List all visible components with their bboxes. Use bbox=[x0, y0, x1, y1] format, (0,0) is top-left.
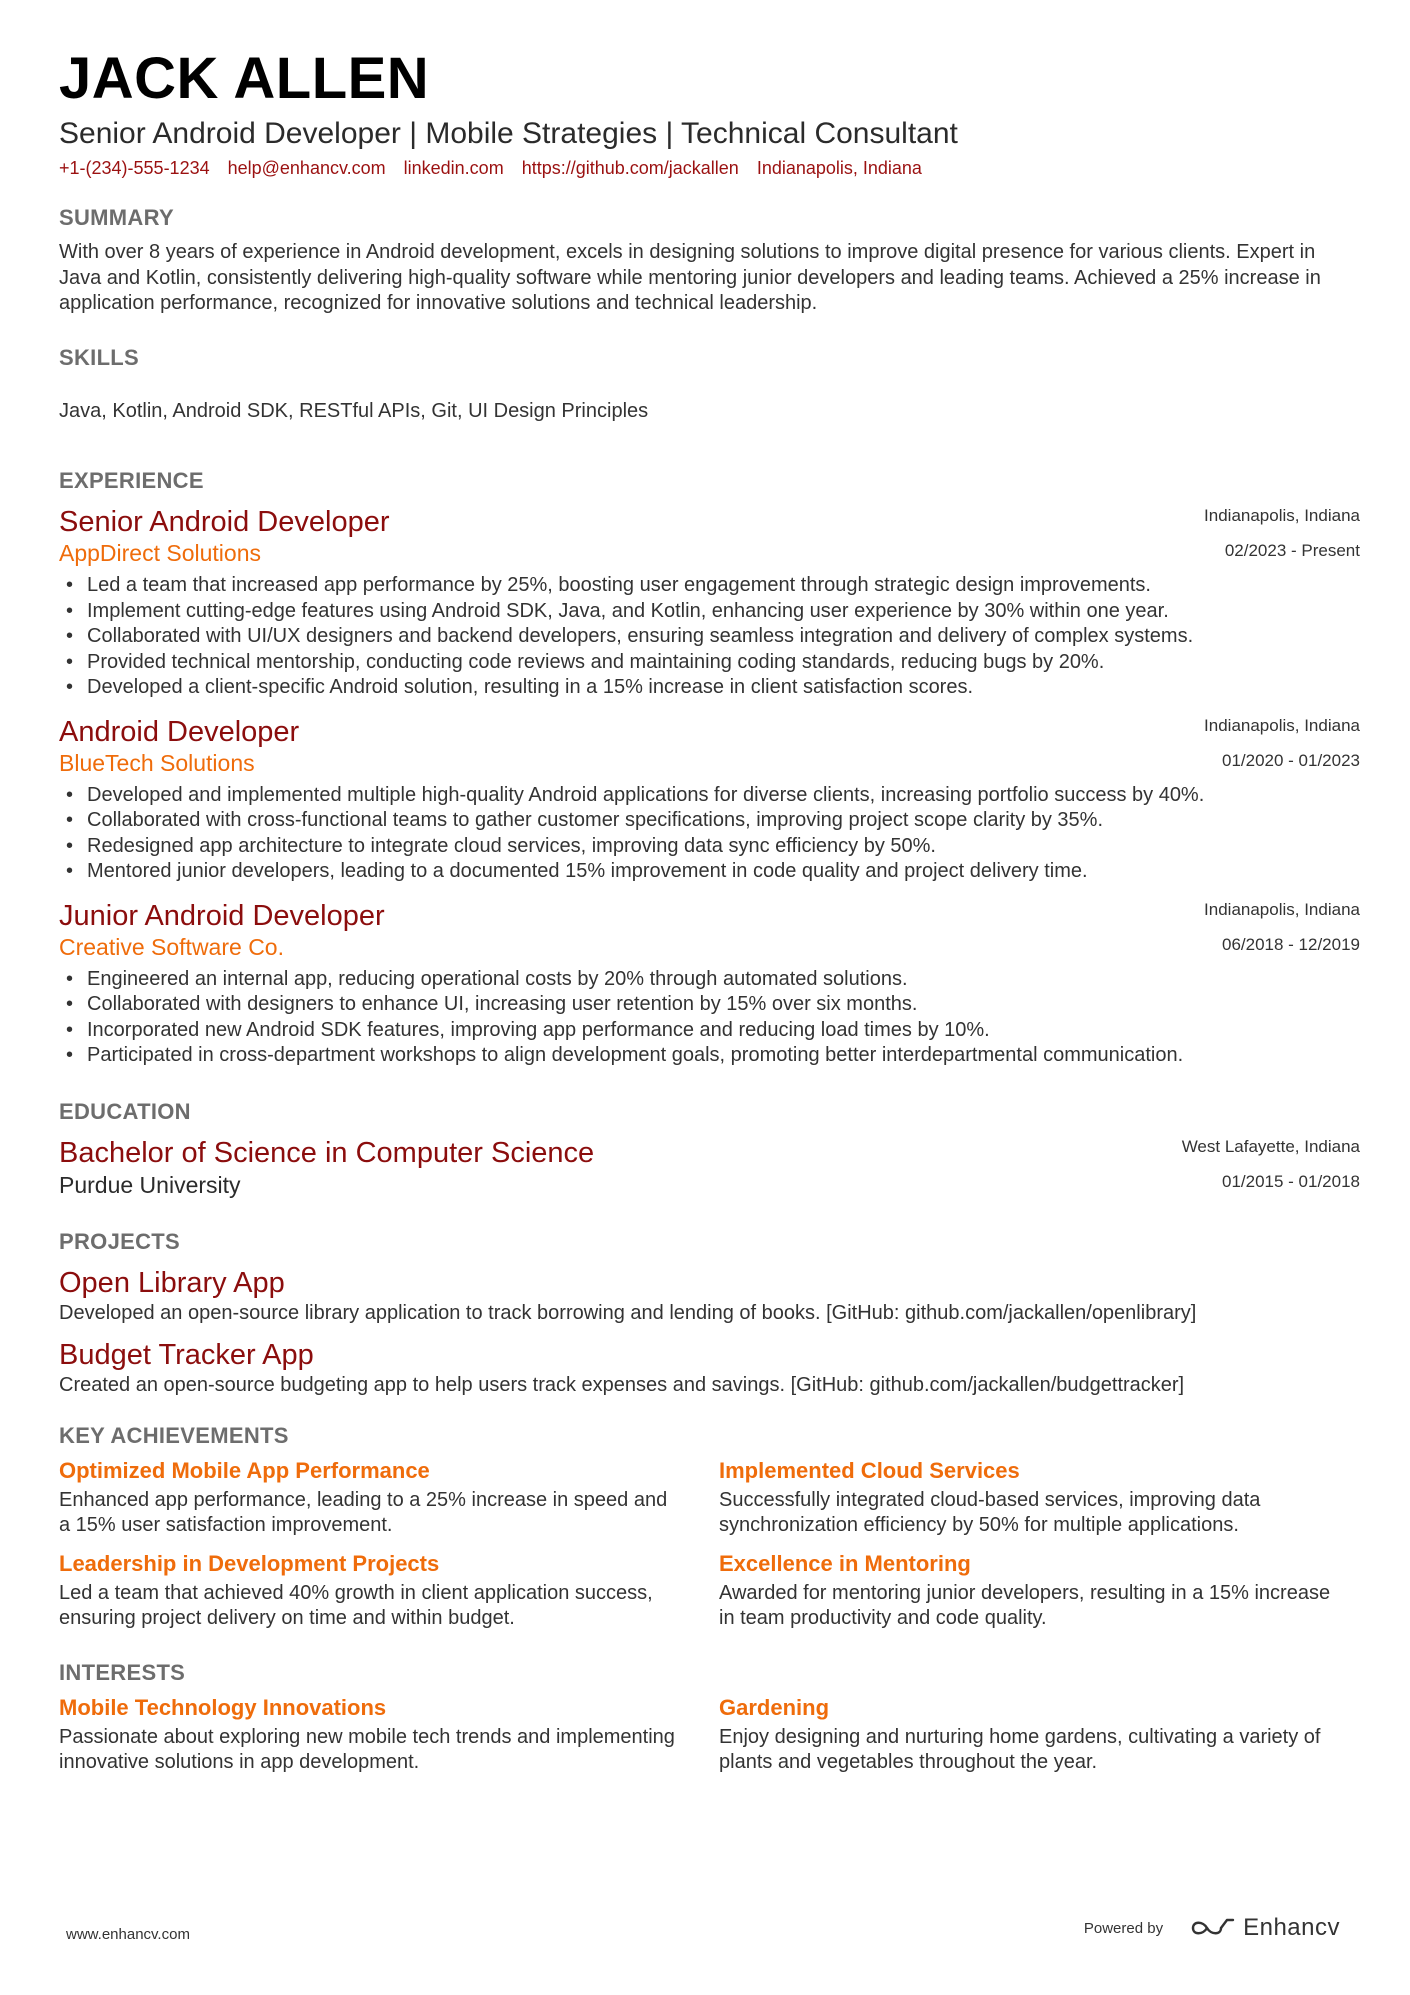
bullet-item: • Collaborated with cross-functional teams to gather customer specifications, improving project scope clarity by 35%. bbox=[59, 808, 1360, 834]
experience-section bbox=[59, 467, 1360, 1069]
headline: Senior Android Developer | Mobile Strategies | Technical Consultant bbox=[59, 117, 958, 150]
email-link[interactable]: help@enhancv.com bbox=[227, 158, 386, 178]
education-meta bbox=[1182, 1136, 1360, 1192]
job-dates: 06/2018 - 12/2019 bbox=[1221, 934, 1360, 954]
section-title: EDUCATION bbox=[59, 1098, 191, 1124]
interests-grid bbox=[59, 1693, 1360, 1786]
bullet-item: • Developed and implemented multiple high-quality Android applications for diverse clients, increasing portfolio success by 40%. bbox=[59, 783, 1360, 809]
bullet-item: • Developed a client-specific Android solution, resulting in a 15% increase in client satisfaction scores. bbox=[59, 675, 1360, 701]
powered-by-text: Powered by bbox=[1083, 1919, 1164, 1937]
interest-title: Gardening bbox=[719, 1694, 830, 1720]
job-entry bbox=[59, 505, 1360, 701]
job-title: Junior Android Developer bbox=[59, 899, 385, 932]
job-entry bbox=[59, 899, 1360, 1069]
job-company: Creative Software Co. bbox=[59, 933, 284, 960]
section-title: KEY ACHIEVEMENTS bbox=[59, 1422, 289, 1448]
job-bullets bbox=[59, 573, 1360, 701]
section-title: INTERESTS bbox=[59, 1659, 186, 1685]
achievement-title: Leadership in Development Projects bbox=[59, 1550, 440, 1576]
bullet-item: • Participated in cross-department workshops to align development goals, promoting better interdepartmental communication. bbox=[59, 1043, 1360, 1069]
achievement-title: Optimized Mobile App Performance bbox=[59, 1457, 430, 1483]
skills-text: Java, Kotlin, Android SDK, RESTful APIs, Git, UI Design Principles bbox=[59, 399, 649, 422]
education-location: West Lafayette, Indiana bbox=[1181, 1136, 1360, 1156]
bullet-item: • Mentored junior developers, leading to a documented 15% improvement in code quality and project delivery time. bbox=[59, 859, 1360, 885]
achievements-section bbox=[59, 1422, 1360, 1642]
brand-link[interactable] bbox=[1189, 1914, 1340, 1942]
project-title: Open Library App bbox=[59, 1266, 285, 1299]
bullet-item: • Collaborated with designers to enhance UI, increasing user retention by 15% over six months. bbox=[59, 992, 1360, 1018]
achievement-card bbox=[719, 1549, 1339, 1632]
degree-title: Bachelor of Science in Computer Science bbox=[59, 1136, 595, 1169]
location-text: Indianapolis, Indiana bbox=[756, 158, 922, 178]
project-entry bbox=[59, 1338, 1360, 1398]
achievement-title: Excellence in Mentoring bbox=[719, 1550, 971, 1576]
education-entry bbox=[59, 1136, 1360, 1200]
education-section bbox=[59, 1098, 1360, 1200]
job-entry bbox=[59, 715, 1360, 885]
job-location: Indianapolis, Indiana bbox=[1204, 899, 1360, 919]
job-bullets bbox=[59, 967, 1360, 1069]
brand-name: Enhancv bbox=[1243, 1914, 1340, 1941]
header bbox=[59, 46, 1360, 180]
bullet-item: • Provided technical mentorship, conducting code reviews and maintaining coding standards, reducing bugs by 20%. bbox=[59, 650, 1360, 676]
project-description: Created an open-source budgeting app to help users track expenses and savings. [GitHub: github.com/jackallen/budgettracker] bbox=[59, 1373, 1185, 1396]
bullet-item: • Implement cutting-edge features using Android SDK, Java, and Kotlin, enhancing user experience by 30% within one year. bbox=[59, 599, 1360, 625]
bullet-item: • Incorporated new Android SDK features, improving app performance and reducing load times by 10%. bbox=[59, 1018, 1360, 1044]
job-company: BlueTech Solutions bbox=[59, 749, 255, 776]
job-location: Indianapolis, Indiana bbox=[1204, 715, 1360, 735]
project-description: Developed an open-source library application to track borrowing and lending of books. [GitHub: github.com/jackallen/openlibrary] bbox=[59, 1301, 1197, 1324]
bullet-item: • Engineered an internal app, reducing operational costs by 20% through automated solutions. bbox=[59, 967, 1360, 993]
achievement-description: Enhanced app performance, leading to a 25% increase in speed and a 15% user satisfaction improvement. bbox=[59, 1488, 668, 1536]
github-link[interactable]: https://github.com/jackallen bbox=[521, 158, 739, 178]
contact-list bbox=[59, 156, 1360, 180]
section-title: SKILLS bbox=[59, 344, 140, 370]
job-meta bbox=[1204, 899, 1360, 955]
interest-card bbox=[59, 1693, 679, 1776]
education-dates: 01/2015 - 01/2018 bbox=[1221, 1171, 1360, 1191]
job-title: Android Developer bbox=[59, 715, 300, 748]
bullet-item: • Led a team that increased app performance by 25%, boosting user engagement through strategic design improvements. bbox=[59, 573, 1360, 599]
achievements-grid bbox=[59, 1456, 1360, 1642]
interest-title: Mobile Technology Innovations bbox=[59, 1694, 387, 1720]
job-dates: 02/2023 - Present bbox=[1224, 541, 1360, 560]
interest-description: Enjoy designing and nurturing home gardens, cultivating a variety of plants and vegetables throughout the year. bbox=[719, 1725, 1321, 1773]
bullet-item: • Redesigned app architecture to integrate cloud services, improving data sync efficiency by 50%. bbox=[59, 834, 1360, 860]
job-bullets bbox=[59, 783, 1360, 885]
linkedin-link[interactable]: linkedin.com bbox=[403, 158, 504, 178]
section-title: EXPERIENCE bbox=[59, 468, 204, 493]
job-company: AppDirect Solutions bbox=[59, 540, 261, 566]
resume-content bbox=[59, 46, 1360, 1786]
project-title: Budget Tracker App bbox=[59, 1338, 314, 1371]
achievement-title: Implemented Cloud Services bbox=[719, 1457, 1020, 1483]
skills-section bbox=[59, 344, 1360, 425]
enhancv-logo-icon bbox=[1189, 1916, 1235, 1940]
job-meta bbox=[1204, 505, 1360, 561]
achievement-description: Led a team that achieved 40% growth in client application success, ensuring project delivery on time and within budget. bbox=[59, 1581, 653, 1629]
phone-link[interactable]: +1-(234)-555-1234 bbox=[59, 158, 210, 178]
summary-text: With over 8 years of experience in Android development, excels in designing solutions to improve digital presence for various clients. Expert in Java and Kotlin, consistently delivering high-quality software while mentoring junior developers and leading teams. Achieved a 25% increase in application performance, recognized for innovative solutions and technical leadership. bbox=[59, 241, 1321, 314]
project-entry bbox=[59, 1266, 1360, 1326]
job-dates: 01/2020 - 01/2023 bbox=[1221, 750, 1360, 770]
achievement-card bbox=[59, 1456, 679, 1539]
footer-branding bbox=[1084, 1914, 1340, 1942]
achievement-description: Successfully integrated cloud-based services, improving data synchronization efficiency by 50% for multiple applications. bbox=[719, 1488, 1261, 1536]
bullet-item: • Collaborated with UI/UX designers and backend developers, ensuring seamless integration and delivery of complex systems. bbox=[59, 624, 1360, 650]
school-name: Purdue University bbox=[59, 1171, 241, 1198]
section-title: PROJECTS bbox=[59, 1228, 180, 1254]
summary-section bbox=[59, 204, 1360, 317]
achievement-card bbox=[719, 1456, 1339, 1539]
job-meta bbox=[1204, 715, 1360, 771]
achievement-card bbox=[59, 1549, 679, 1632]
job-location: Indianapolis, Indiana bbox=[1204, 506, 1360, 525]
footer-website-link[interactable]: www.enhancv.com bbox=[66, 1926, 190, 1943]
interests-section bbox=[59, 1659, 1360, 1786]
section-title: SUMMARY bbox=[59, 205, 174, 230]
achievement-description: Awarded for mentoring junior developers, resulting in a 15% increase in team productivity and code quality. bbox=[719, 1581, 1331, 1629]
interest-description: Passionate about exploring new mobile tech trends and implementing innovative solutions in app development. bbox=[59, 1725, 675, 1773]
candidate-name: JACK ALLEN bbox=[59, 46, 430, 111]
projects-section bbox=[59, 1228, 1360, 1398]
job-title: Senior Android Developer bbox=[59, 506, 390, 538]
interest-card bbox=[719, 1693, 1339, 1776]
